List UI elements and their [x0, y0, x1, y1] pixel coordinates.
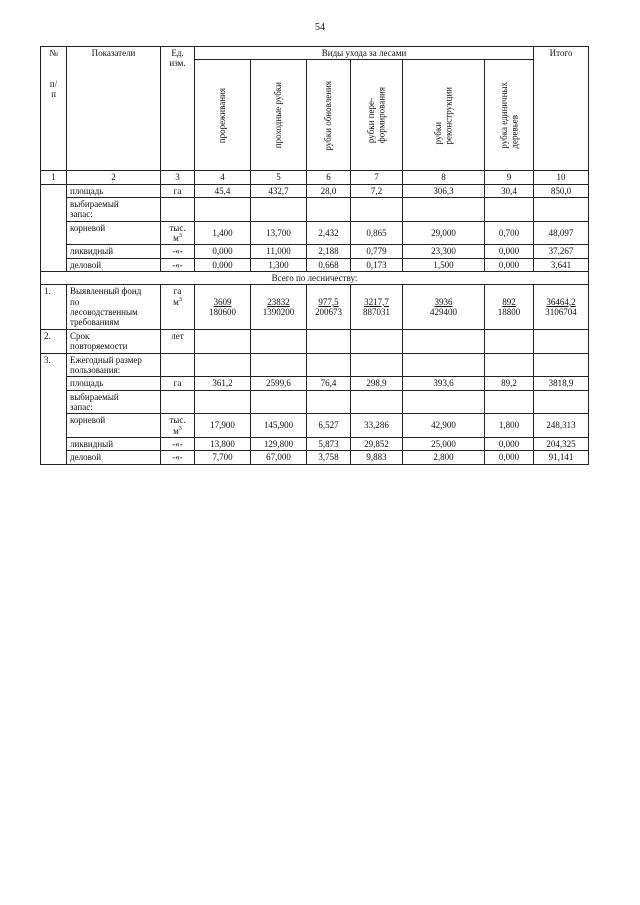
value-cell: 0,000: [485, 451, 534, 464]
fraction-bottom: 887031: [363, 307, 390, 318]
value-cell: 3818,9: [534, 377, 589, 390]
header-kind: [307, 60, 351, 171]
unit-text: тыс. м: [169, 222, 186, 244]
empty-cell: [403, 353, 485, 377]
value-cell: 145,900: [251, 414, 307, 438]
table-row: [41, 414, 589, 438]
value-cell: 1,800: [485, 414, 534, 438]
empty-cell: [161, 353, 195, 377]
header-no: [41, 47, 67, 171]
empty-cell: [485, 329, 534, 353]
value-cell: 1,500: [403, 258, 485, 271]
unit-cell: [161, 390, 195, 414]
value-cell: 17,900: [195, 414, 251, 438]
header-kind: [251, 60, 307, 171]
unit-text: га: [173, 378, 182, 389]
empty-cell: [351, 353, 403, 377]
value-cell: 2,188: [307, 245, 351, 258]
empty-cell: [534, 353, 589, 377]
value-cell: [534, 390, 589, 414]
fraction-bottom: 429400: [430, 307, 457, 318]
value-cell: 45,4: [195, 184, 251, 197]
unit-cell: [161, 377, 195, 390]
header-kind-label: рубки обновления: [323, 80, 334, 151]
value-cell: 33,286: [351, 414, 403, 438]
value-cell: [307, 198, 351, 222]
value-cell: 3,641: [534, 258, 589, 271]
unit-superscript: 3: [178, 425, 182, 432]
header-indicator: Показатели: [67, 47, 161, 171]
value-cell: [403, 198, 485, 222]
row-label: Выявленный фонд по лесоводственным требованиям: [67, 285, 161, 329]
value-cell: [251, 390, 307, 414]
forest-care-table: [40, 46, 589, 465]
blank-number-cell: [41, 184, 67, 271]
value-cell: 76,4: [307, 377, 351, 390]
value-cell: 432,7: [251, 184, 307, 197]
fraction-bottom: 180600: [209, 307, 236, 318]
table-row: [41, 353, 589, 377]
column-number: 10: [534, 171, 589, 184]
row-label: площадь: [67, 377, 161, 390]
value-cell: 37,267: [534, 245, 589, 258]
unit-text: -«-: [172, 259, 183, 270]
unit-superscript: 3: [178, 296, 182, 303]
value-cell: 0,000: [485, 258, 534, 271]
row-number: 2.: [41, 329, 67, 353]
value-cell: [195, 198, 251, 222]
column-number: 3: [161, 171, 195, 184]
empty-cell: [307, 329, 351, 353]
value-cell: 91,141: [534, 451, 589, 464]
value-cell: [485, 198, 534, 222]
value-cell: [351, 390, 403, 414]
value-cell: 28,0: [307, 184, 351, 197]
row-label: ликвидный: [67, 245, 161, 258]
row-label: деловой: [67, 258, 161, 271]
unit-cell: [161, 221, 195, 245]
unit-cell: [161, 285, 195, 329]
value-cell: 2,432: [307, 221, 351, 245]
fraction-top: 3217,7: [364, 296, 389, 307]
value-cell: [195, 390, 251, 414]
value-cell: [351, 198, 403, 222]
row-label: корневой: [67, 414, 161, 438]
subtitle-row: [41, 272, 589, 285]
value-cell: 298,9: [351, 377, 403, 390]
table-row: [41, 245, 589, 258]
value-cell: 3,758: [307, 451, 351, 464]
value-cell: 11,000: [251, 245, 307, 258]
value-cell: 306,3: [403, 184, 485, 197]
value-cell: 67,000: [251, 451, 307, 464]
fraction-top: 36464,2: [546, 296, 576, 307]
empty-cell: [251, 329, 307, 353]
table-row: [41, 221, 589, 245]
value-cell: 1,400: [195, 221, 251, 245]
value-cell: 393,6: [403, 377, 485, 390]
table-row: [41, 198, 589, 222]
value-cell: 0,000: [195, 245, 251, 258]
row-number: 1.: [41, 285, 67, 329]
unit-cell: лет: [161, 329, 195, 353]
fraction-cell: [351, 285, 403, 329]
header-row-top: [41, 47, 589, 60]
value-cell: 204,325: [534, 437, 589, 450]
value-cell: 248,313: [534, 414, 589, 438]
header-kind: [485, 60, 534, 171]
value-cell: 13,700: [251, 221, 307, 245]
row-label: площадь: [67, 184, 161, 197]
value-cell: 0,668: [307, 258, 351, 271]
value-cell: [403, 390, 485, 414]
header-no-sub: п/ п: [49, 79, 58, 100]
row-number: 3.: [41, 353, 67, 464]
header-total: Итого: [534, 47, 589, 171]
unit-superscript: 3: [178, 233, 182, 240]
fraction-cell: [403, 285, 485, 329]
row-label: ликвидный: [67, 437, 161, 450]
value-cell: [251, 198, 307, 222]
column-number: 6: [307, 171, 351, 184]
value-cell: 13,800: [195, 437, 251, 450]
section-subtitle: Всего по лесничеству:: [41, 272, 589, 285]
empty-cell: [485, 353, 534, 377]
fraction-top: 892: [502, 296, 516, 307]
unit-text: -«-: [172, 438, 183, 449]
table-row: [41, 451, 589, 464]
row-label: выбираемый запас:: [67, 198, 161, 222]
fraction-top: 3609: [213, 296, 232, 307]
value-cell: 23,300: [403, 245, 485, 258]
empty-cell: [403, 329, 485, 353]
empty-cell: [534, 329, 589, 353]
row-label: Ежегодный размер пользования:: [67, 353, 161, 377]
fraction-top: 3936: [434, 296, 453, 307]
value-cell: 89,2: [485, 377, 534, 390]
fraction-cell: [195, 285, 251, 329]
column-number: 2: [67, 171, 161, 184]
empty-cell: [195, 353, 251, 377]
value-cell: 6,527: [307, 414, 351, 438]
header-kind-label: прореживания: [217, 87, 228, 143]
table-row: [41, 285, 589, 329]
empty-cell: [195, 329, 251, 353]
unit-cell: [161, 414, 195, 438]
value-cell: 30,4: [485, 184, 534, 197]
table-row: [41, 390, 589, 414]
fraction-bottom: 1390200: [262, 307, 295, 318]
value-cell: [307, 390, 351, 414]
table-row: [41, 184, 589, 197]
value-cell: 0,000: [195, 258, 251, 271]
fraction-bottom: 200673: [315, 307, 342, 318]
empty-cell: [351, 329, 403, 353]
unit-cell: [161, 184, 195, 197]
header-no-label: №: [49, 48, 58, 58]
value-cell: 7,700: [195, 451, 251, 464]
unit-cell: [161, 245, 195, 258]
header-unit: Ед. изм.: [161, 47, 195, 171]
fraction-bottom: 18800: [497, 307, 521, 318]
unit-text: га м: [173, 286, 182, 307]
header-kind-label: проходные рубки: [273, 82, 284, 149]
header-group: Виды ухода за лесами: [195, 47, 534, 60]
fraction-cell: [534, 285, 589, 329]
column-number: 7: [351, 171, 403, 184]
empty-cell: [251, 353, 307, 377]
table-row: [41, 377, 589, 390]
header-kind: [351, 60, 403, 171]
column-number: 5: [251, 171, 307, 184]
page-number: 54: [315, 22, 325, 33]
column-number-row: [41, 171, 589, 184]
value-cell: 0,700: [485, 221, 534, 245]
column-number: 1: [41, 171, 67, 184]
value-cell: 7,2: [351, 184, 403, 197]
unit-cell: [161, 437, 195, 450]
value-cell: 0,000: [485, 245, 534, 258]
value-cell: 0,000: [485, 437, 534, 450]
value-cell: 850,0: [534, 184, 589, 197]
value-cell: [485, 390, 534, 414]
row-label: деловой: [67, 451, 161, 464]
header-kind-label: рубка единичных деревьев: [498, 82, 520, 149]
fraction-top: 23832: [267, 296, 290, 307]
value-cell: 0,779: [351, 245, 403, 258]
value-cell: 25,000: [403, 437, 485, 450]
fraction-cell: [485, 285, 534, 329]
value-cell: 0,865: [351, 221, 403, 245]
value-cell: 361,2: [195, 377, 251, 390]
header-kind-label: рубки пере- формирования: [366, 87, 387, 144]
fraction-cell: [251, 285, 307, 329]
empty-cell: [307, 353, 351, 377]
unit-cell: [161, 198, 195, 222]
value-cell: 42,900: [403, 414, 485, 438]
table-row: [41, 329, 589, 353]
unit-cell: [161, 451, 195, 464]
column-number: 4: [195, 171, 251, 184]
unit-text: -«-: [172, 452, 183, 463]
unit-text: -«-: [172, 246, 183, 257]
value-cell: 129,800: [251, 437, 307, 450]
fraction-bottom: 3106704: [545, 307, 577, 318]
table-row: [41, 437, 589, 450]
value-cell: 9,883: [351, 451, 403, 464]
column-number: 8: [403, 171, 485, 184]
value-cell: 5,873: [307, 437, 351, 450]
fraction-cell: [307, 285, 351, 329]
value-cell: 29,000: [403, 221, 485, 245]
header-kind: [195, 60, 251, 171]
unit-cell: [161, 258, 195, 271]
row-label: корневой: [67, 221, 161, 245]
value-cell: 2599,6: [251, 377, 307, 390]
value-cell: 0,173: [351, 258, 403, 271]
unit-text: га: [173, 185, 182, 196]
value-cell: 2,800: [403, 451, 485, 464]
fraction-top: 977,5: [318, 296, 339, 307]
row-label: Срок повторяемости: [67, 329, 161, 353]
value-cell: 48,097: [534, 221, 589, 245]
value-cell: 29,852: [351, 437, 403, 450]
table-row: [41, 258, 589, 271]
row-label: выбираемый запас:: [67, 390, 161, 414]
column-number: 9: [485, 171, 534, 184]
value-cell: 1,300: [251, 258, 307, 271]
header-kind-label: рубки реконструкции: [433, 86, 454, 145]
header-kind: [403, 60, 485, 171]
value-cell: [534, 198, 589, 222]
unit-text: тыс. м: [169, 415, 186, 436]
